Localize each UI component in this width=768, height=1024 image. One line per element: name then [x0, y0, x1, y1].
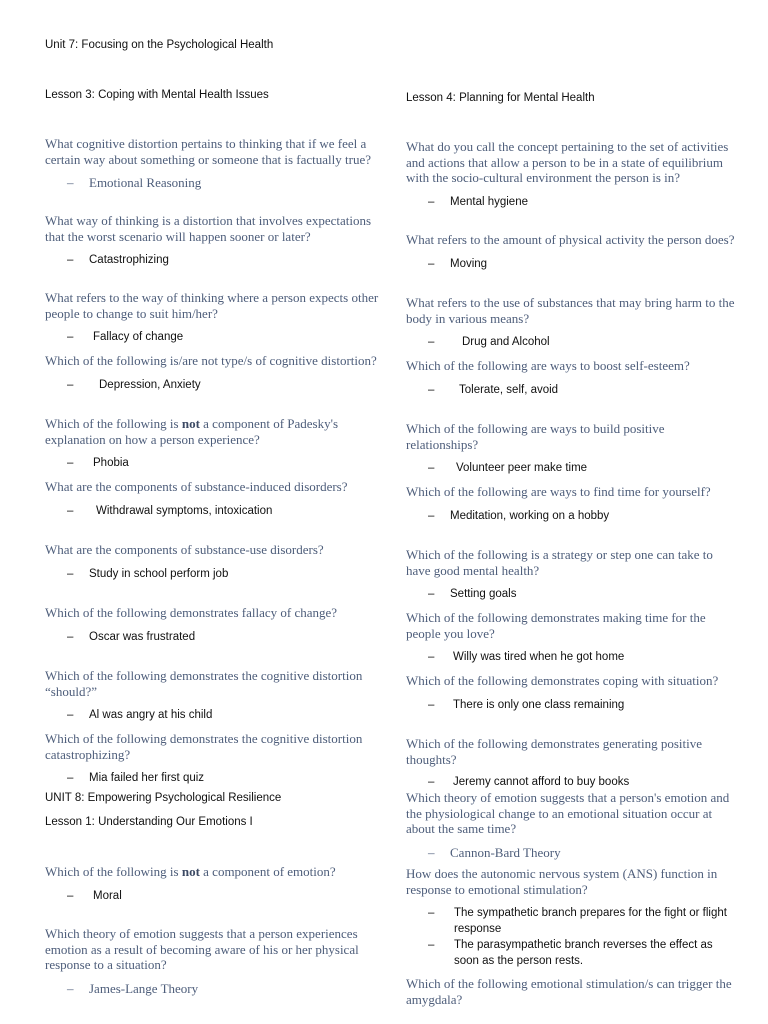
question-text: Which of the following demonstrates coping with situation? [406, 673, 719, 688]
dash-bullet: – [428, 651, 435, 663]
dash-bullet: – [428, 698, 435, 711]
qa-item [45, 605, 385, 645]
qa-item [406, 736, 736, 790]
answer-text: Mental hygiene [450, 195, 528, 208]
qa-item [406, 139, 736, 210]
qa-item [406, 358, 736, 398]
question-text: Which of the following demonstrates the cognitive distortion catastrophizing? [45, 731, 363, 762]
unit8-title: UNIT 8: Empowering Psychological Resilience [45, 792, 282, 804]
answer-text: Al was angry at his child [89, 709, 213, 721]
qa-item [45, 290, 385, 345]
answer-item [45, 175, 385, 191]
qa-item [45, 353, 385, 393]
question-text: Which of the following demonstrates generating positive thoughts? [406, 736, 703, 767]
question-text: What way of thinking is a distortion that involves expectations that the worst scenario will happen sooner or later? [45, 213, 372, 244]
question-text: Which theory of emotion suggests that a person's emotion and the physiological change to an emotional situation occur at about the same time? [406, 790, 730, 836]
dash-bullet: – [428, 776, 435, 788]
qa-item [45, 136, 385, 191]
dash-bullet: – [67, 504, 74, 517]
answer-text: Phobia [93, 457, 129, 469]
dash-bullet: – [428, 257, 435, 270]
answer-item [45, 888, 385, 904]
question-text: What refers to the use of substances that may bring harm to the body in various means? [406, 295, 735, 326]
dash-bullet: – [67, 980, 74, 996]
answer-item [406, 845, 736, 861]
question-text: What do you call the concept pertaining to the set of activities and actions that allow a person to be in a state of equilibrium with the socio-cultural environment the person is in? [406, 139, 729, 185]
answer-item [45, 770, 385, 786]
answer-item [45, 329, 385, 345]
question-text: What are the components of substance-induced disorders? [45, 479, 348, 494]
answer-item [406, 697, 736, 713]
answer-text: Drug and Alcohol [462, 336, 550, 348]
answer-text: There is only one class remaining [453, 698, 625, 711]
answer-item [406, 382, 736, 398]
dash-bullet: – [67, 567, 74, 580]
answer-item [406, 905, 736, 937]
qa-item [406, 673, 736, 713]
question-text-part: a component of Padesky's explanation on how a person experience? [45, 416, 338, 447]
answer-text: Meditation, working on a hobby [450, 509, 610, 522]
dash-bullet: – [428, 588, 435, 600]
answer-item [45, 377, 385, 393]
dash-bullet: – [428, 462, 435, 474]
dash-bullet: – [67, 889, 74, 902]
answer-text: The parasympathetic branch reverses the effect as soon as the person rests. [454, 939, 713, 967]
answer-item [45, 981, 385, 997]
dash-bullet: – [67, 709, 74, 721]
question-text: Which of the following demonstrates the cognitive distortion “should?” [45, 668, 363, 699]
dash-bullet: – [67, 175, 74, 190]
question-text: What cognitive distortion pertains to thinking that if we feel a certain way about something or someone that is factually true? [45, 136, 371, 167]
question-text: Which of the following are ways to find time for yourself? [406, 484, 711, 499]
question-emphasis: not [181, 864, 200, 879]
answer-text: Jeremy cannot afford to buy books [453, 776, 630, 788]
answer-item [406, 256, 736, 272]
question-text: Which of the following is a strategy or step one can take to have good mental health? [406, 547, 713, 578]
answer-item [45, 566, 385, 582]
lesson4-title: Lesson 4: Planning for Mental Health [406, 92, 595, 104]
qa-item [406, 610, 736, 665]
dash-bullet: – [428, 844, 435, 860]
answer-text: Withdrawal symptoms, intoxication [96, 504, 273, 517]
qa-item [45, 668, 385, 723]
lesson3-title: Lesson 3: Coping with Mental Health Issues [45, 89, 269, 101]
dash-bullet: – [428, 383, 435, 396]
answer-item [406, 586, 736, 602]
question-text [45, 416, 385, 447]
qa-item [45, 926, 385, 997]
qa-item [45, 213, 385, 268]
qa-item [406, 547, 736, 602]
answer-text: Setting goals [450, 588, 517, 600]
answer-text: Moving [450, 257, 488, 270]
answer-item [406, 508, 736, 524]
question-text [45, 864, 385, 880]
answer-text: Cannon-Bard Theory [450, 844, 561, 860]
answer-text: Tolerate, self, avoid [459, 383, 559, 396]
answer-item [45, 503, 385, 519]
question-text-part: Which of the following is [45, 416, 182, 431]
qa-item [406, 790, 736, 861]
question-text: How does the autonomic nervous system (ANS) function in response to emotional stimulation? [406, 866, 718, 897]
question-text: Which of the following are ways to build positive relationships? [406, 421, 665, 452]
qa-item [406, 421, 736, 476]
qa-item [406, 295, 736, 350]
answer-text: Oscar was frustrated [89, 630, 196, 643]
question-text-part: a component of emotion? [199, 864, 336, 879]
answer-item [406, 649, 736, 665]
answer-text: Emotional Reasoning [89, 175, 202, 190]
answer-item [45, 252, 385, 268]
answer-text: Catastrophizing [89, 254, 169, 266]
answer-item [406, 774, 736, 790]
answer-item [45, 629, 385, 645]
question-text: What refers to the amount of physical activity the person does? [406, 232, 735, 247]
answer-item [406, 937, 736, 969]
qa-item [45, 479, 385, 519]
dash-bullet: – [428, 336, 435, 348]
question-text: What refers to the way of thinking where a person expects other people to change to suit him/her? [45, 290, 379, 321]
question-text: Which of the following emotional stimulation/s can trigger the amygdala? [406, 976, 732, 1007]
question-emphasis: not [181, 416, 200, 431]
qa-item [45, 731, 385, 786]
answer-item [406, 334, 736, 350]
answer-text: Willy was tired when he got home [453, 651, 625, 663]
dash-bullet: – [67, 772, 74, 784]
dash-bullet: – [67, 254, 74, 266]
answer-item [406, 194, 736, 210]
qa-item [406, 484, 736, 524]
lesson1-title: Lesson 1: Understanding Our Emotions I [45, 816, 253, 828]
answer-text: Depression, Anxiety [99, 378, 201, 391]
answer-text: Volunteer peer make time [456, 462, 588, 474]
answer-text: Moral [93, 889, 122, 902]
qa-item [406, 976, 736, 1007]
qa-item [406, 232, 736, 272]
qa-item [45, 416, 385, 471]
qa-item [45, 542, 385, 582]
answer-item [45, 707, 385, 723]
dash-bullet: – [67, 630, 74, 643]
question-text: Which of the following is/are not type/s of cognitive distortion? [45, 353, 377, 368]
answer-text: The sympathetic branch prepares for the fight or flight response [454, 907, 727, 935]
question-text: Which of the following demonstrates fallacy of change? [45, 605, 338, 620]
answer-text: Mia failed her first quiz [89, 772, 205, 784]
dash-bullet: – [428, 509, 435, 522]
answer-text: James-Lange Theory [89, 980, 199, 996]
qa-item [45, 864, 385, 904]
dash-bullet: – [67, 457, 74, 469]
answer-text: Fallacy of change [93, 331, 184, 343]
dash-bullet: – [428, 195, 435, 208]
question-text: Which of the following demonstrates making time for the people you love? [406, 610, 706, 641]
dash-bullet: – [67, 331, 74, 343]
question-text: Which of the following are ways to boost self-esteem? [406, 358, 690, 373]
question-text: What are the components of substance-use disorders? [45, 542, 324, 557]
dash-bullet: – [428, 939, 435, 951]
answer-item [45, 455, 385, 471]
unit7-title: Unit 7: Focusing on the Psychological Health [45, 39, 274, 51]
question-text-part: Which of the following is [45, 864, 182, 879]
dash-bullet: – [428, 907, 435, 919]
answer-item [406, 460, 736, 476]
question-text: Which theory of emotion suggests that a person experiences emotion as a result of becoming aware of his or her physical response to a situation? [45, 926, 359, 972]
qa-item [406, 866, 736, 969]
dash-bullet: – [67, 378, 74, 391]
answer-text: Study in school perform job [89, 567, 229, 580]
